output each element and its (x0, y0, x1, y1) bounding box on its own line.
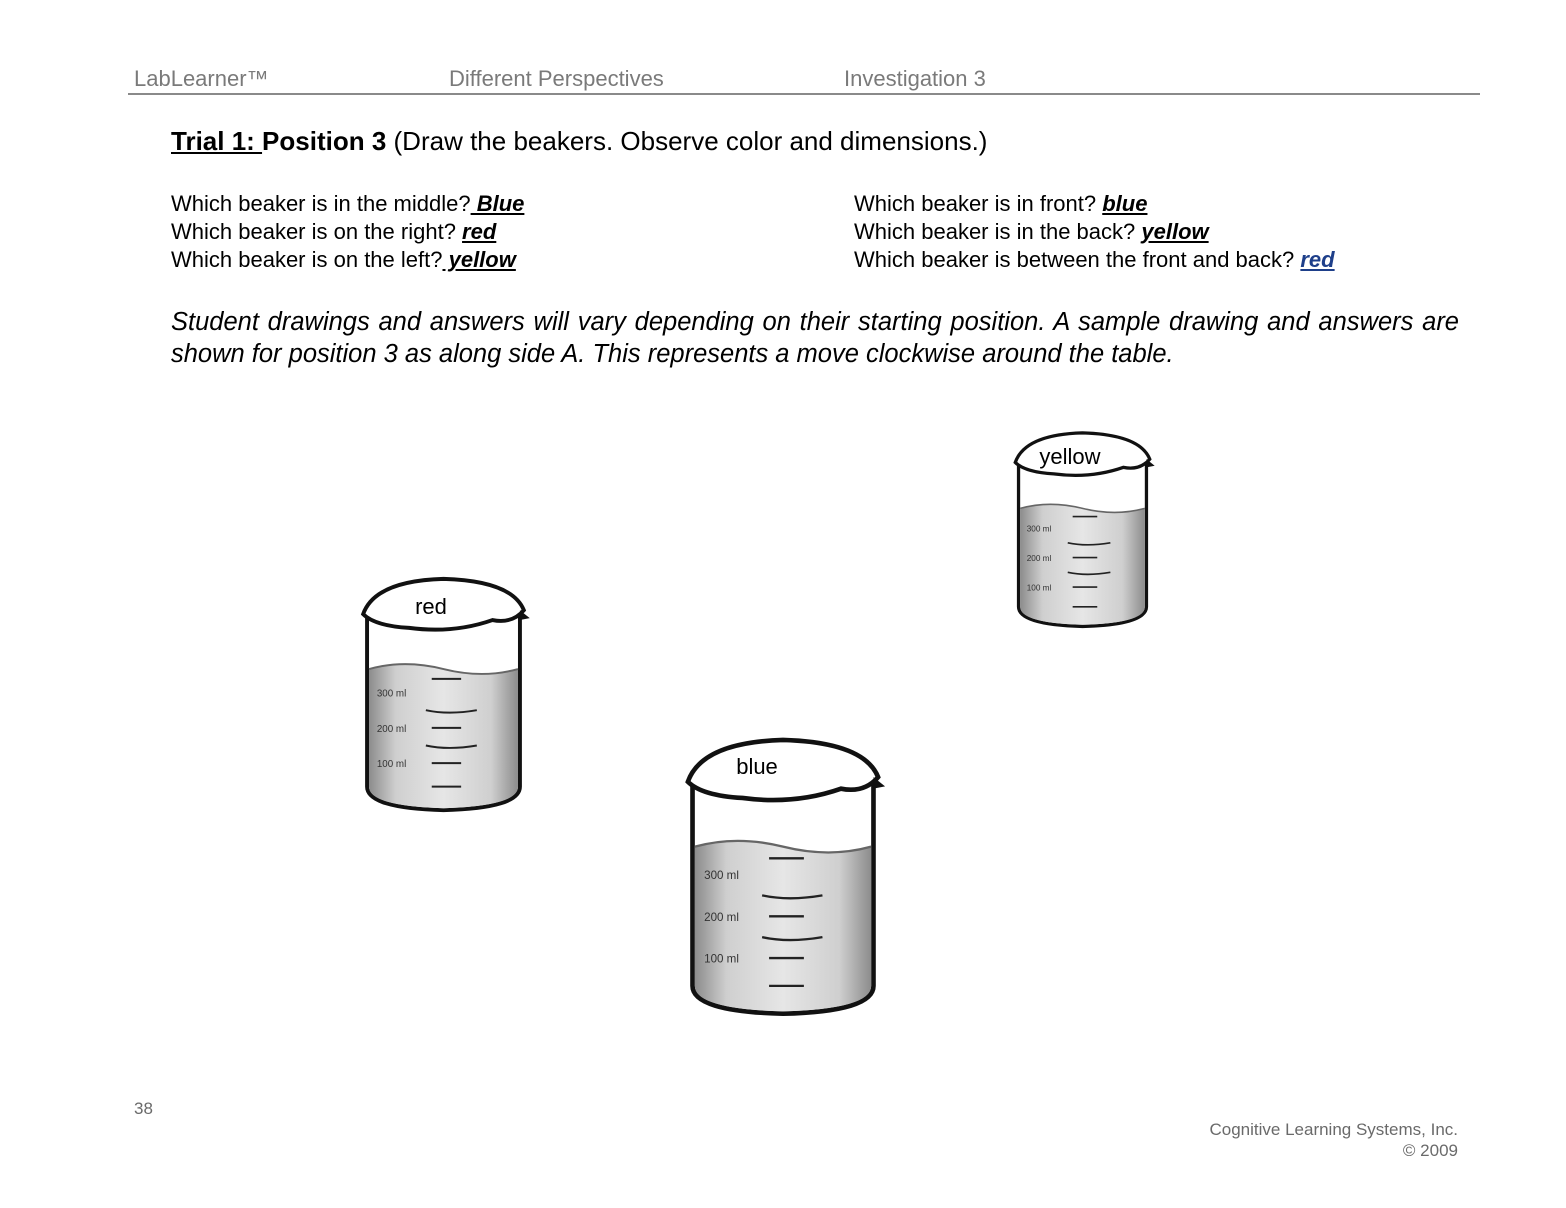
answer-text: red (462, 219, 497, 244)
sample-note: Student drawings and answers will vary depending on their starting position. A sample drawing and answers are shown for position 3 as along side A. This represents a move clockwise around the table. (171, 308, 1459, 368)
footer-credits (1209, 1119, 1458, 1161)
trial-position: Position 3 (262, 126, 387, 156)
graduation-mark: 300 ml (704, 869, 739, 883)
page-number: 38 (134, 1099, 153, 1118)
question-text: Which beaker is on the left? (171, 247, 443, 272)
graduation-mark: 200 ml (704, 910, 739, 924)
question-row (171, 218, 524, 246)
footer-company: Cognitive Learning Systems, Inc. (1209, 1120, 1458, 1139)
graduation-mark: 200 ml (376, 723, 407, 735)
question-row (854, 190, 1335, 218)
graduation-mark: 200 ml (1026, 553, 1052, 563)
header-investigation: Investigation 3 (844, 66, 986, 91)
answer-text: Blue (470, 191, 525, 216)
graduation-mark: 100 ml (1026, 583, 1052, 593)
answer-text: red (1300, 247, 1335, 272)
trial-heading (171, 126, 987, 157)
question-text: Which beaker is between the front and back? (854, 247, 1301, 272)
graduation-mark: 100 ml (704, 952, 739, 966)
graduation-mark: 300 ml (376, 688, 407, 700)
trial-instructions: (Draw the beakers. Observe color and dimensions.) (386, 126, 988, 156)
question-row (854, 246, 1335, 274)
graduation-mark: 300 ml (1026, 524, 1052, 534)
answer-text: yellow (1141, 219, 1209, 244)
graduation-mark: 100 ml (376, 759, 407, 771)
answer-text: yellow (442, 247, 516, 272)
header-brand: LabLearner™ (134, 66, 269, 91)
question-text: Which beaker is in the back? (854, 219, 1142, 244)
question-text: Which beaker is in the middle? (171, 191, 471, 216)
beaker-label-yellow: yellow (1039, 444, 1101, 469)
question-row (854, 218, 1335, 246)
beaker-label-red: red (415, 594, 447, 619)
questions-right (854, 190, 1335, 274)
footer-copyright: © 2009 (1402, 1141, 1458, 1160)
question-row (171, 246, 524, 274)
question-row (171, 190, 524, 218)
header-unit: Different Perspectives (449, 66, 664, 91)
question-text: Which beaker is in front? (854, 191, 1103, 216)
question-text: Which beaker is on the right? (171, 219, 463, 244)
beaker-label-blue: blue (736, 754, 778, 779)
header-divider (128, 93, 1480, 95)
questions-left (171, 190, 524, 274)
trial-label: Trial 1: (171, 126, 263, 156)
answer-text: blue (1102, 191, 1148, 216)
